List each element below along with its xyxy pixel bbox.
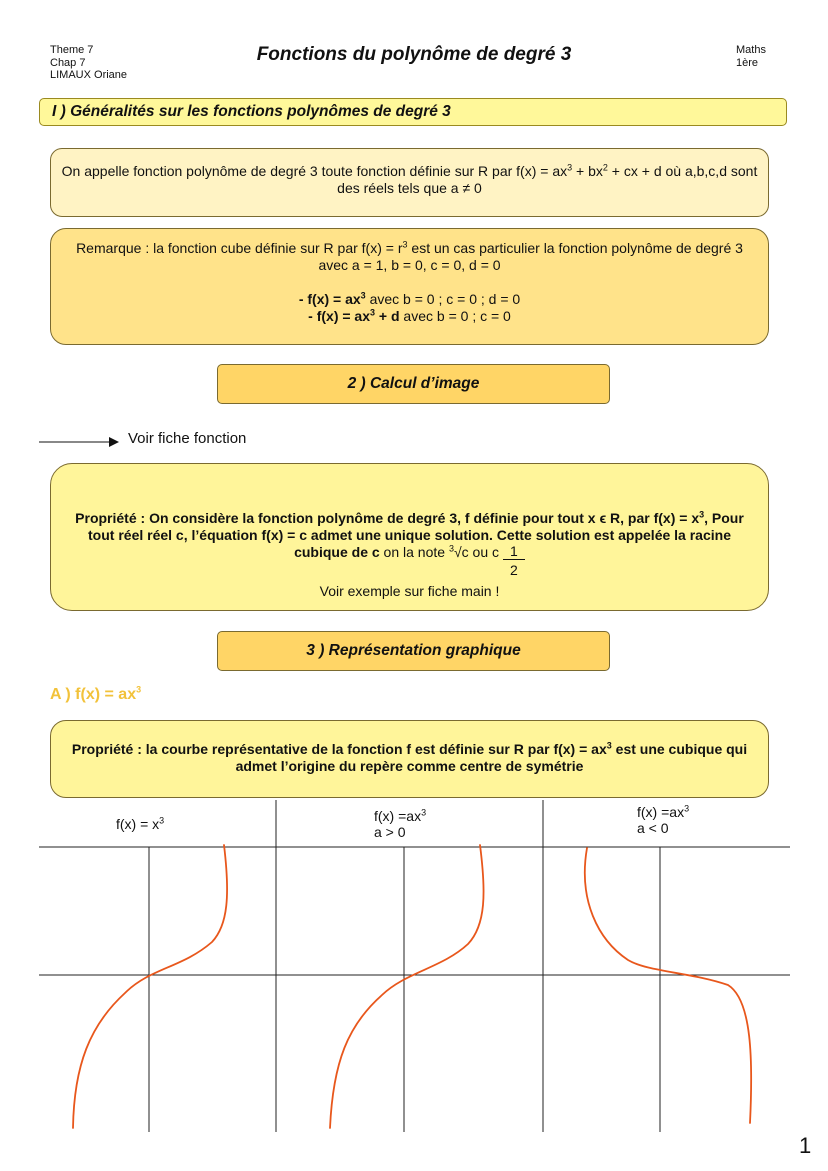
root-text: √c ou c [453, 544, 500, 560]
col2-header-line1: f(x) =ax [374, 808, 422, 824]
header-chapter: Chap 7 [50, 56, 86, 69]
remark-bullet1-rest: avec b = 0 ; c = 0 ; d = 0 [365, 291, 521, 307]
remark-bullet2-sup: 3 [370, 307, 376, 318]
property1-bold-a: Propriété : On considère la fonction polynôme de degré 3, f définie pour tout x ϵ R, par f(x) = x [75, 510, 700, 526]
definition-text-a: On appelle fonction polynôme de degré 3 toute fonction définie sur R par f(x) = ax [61, 163, 568, 179]
header-subject: Maths [736, 44, 766, 56]
remark-line1b: est un cas particulier la fonction polynôme de degré 3 avec a = 1, b = 0, c = 0, d = 0 [318, 240, 743, 273]
col2-header-sup: 3 [421, 807, 427, 818]
property1-bold-b: , Pour tout réel réel c, l’équation f(x) = c admet une unique solution. Cette solution est appelée la racine cubique de c [88, 510, 744, 560]
property1-example: Voir exemple sur fiche main ! [319, 583, 500, 599]
col1-header-line1: f(x) = x [116, 816, 160, 832]
fraction-denominator: 2 [510, 562, 518, 578]
remark-bullet2-bold-b: + d [375, 308, 400, 324]
remark-sup3: 3 [402, 239, 408, 250]
subsection-a-label: A ) f(x) = ax [50, 686, 137, 703]
remark-bullet1-sup: 3 [360, 290, 366, 301]
definition-text-c: + cx + d où a,b,c,d sont des réels tels que a ≠ 0 [337, 163, 758, 196]
curve-cube [73, 845, 227, 1128]
section3-title: 3 ) Représentation graphique [217, 631, 610, 671]
remark-line1a: Remarque : la fonction cube définie sur R par f(x) = r [76, 240, 403, 256]
header-author: LIMAUX Oriane [50, 69, 128, 81]
definition-sup3: 3 [567, 162, 573, 173]
property2-text-b: est une cubique qui admet l’origine du repère comme centre de symétrie [235, 741, 748, 774]
page-number: 1 [799, 1133, 812, 1158]
section1-title: I ) Généralités sur les fonctions polynômes de degré 3 [39, 98, 787, 126]
definition-text-b: + bx [572, 163, 603, 179]
fraction-numerator: 1 [503, 544, 525, 560]
subsection-a-sup: 3 [136, 684, 142, 695]
arrow-note: Voir fiche fonction [128, 430, 247, 447]
property1-normal: on la note [379, 544, 449, 560]
remark-bullet1-bold: - f(x) = ax [298, 291, 361, 307]
header-level: 1ère [736, 56, 759, 69]
property2-sup3: 3 [606, 740, 612, 751]
curve-a-positive [330, 845, 484, 1128]
col1-header-sup: 3 [159, 815, 165, 826]
definition-sup2: 2 [602, 162, 608, 173]
col3-header-line1: f(x) =ax [637, 804, 685, 820]
col3-header-sup: 3 [684, 803, 690, 814]
root-index: 3 [448, 543, 454, 554]
col3-header-line2: a < 0 [637, 820, 669, 836]
curve-a-negative [585, 848, 751, 1123]
header-theme: Theme 7 [50, 44, 94, 56]
property1-sup3: 3 [699, 509, 705, 520]
remark-bullet2-rest: avec b = 0 ; c = 0 [399, 308, 511, 324]
remark-bullet2-bold-a: - f(x) = ax [308, 308, 371, 324]
section2-title: 2 ) Calcul d’image [217, 364, 610, 404]
property2-text-a: Propriété : la courbe représentative de la fonction f est définie sur R par f(x) = ax [71, 741, 607, 757]
page-title: Fonctions du polynôme de degré 3 [256, 44, 572, 65]
col2-header-line2: a > 0 [374, 824, 406, 840]
